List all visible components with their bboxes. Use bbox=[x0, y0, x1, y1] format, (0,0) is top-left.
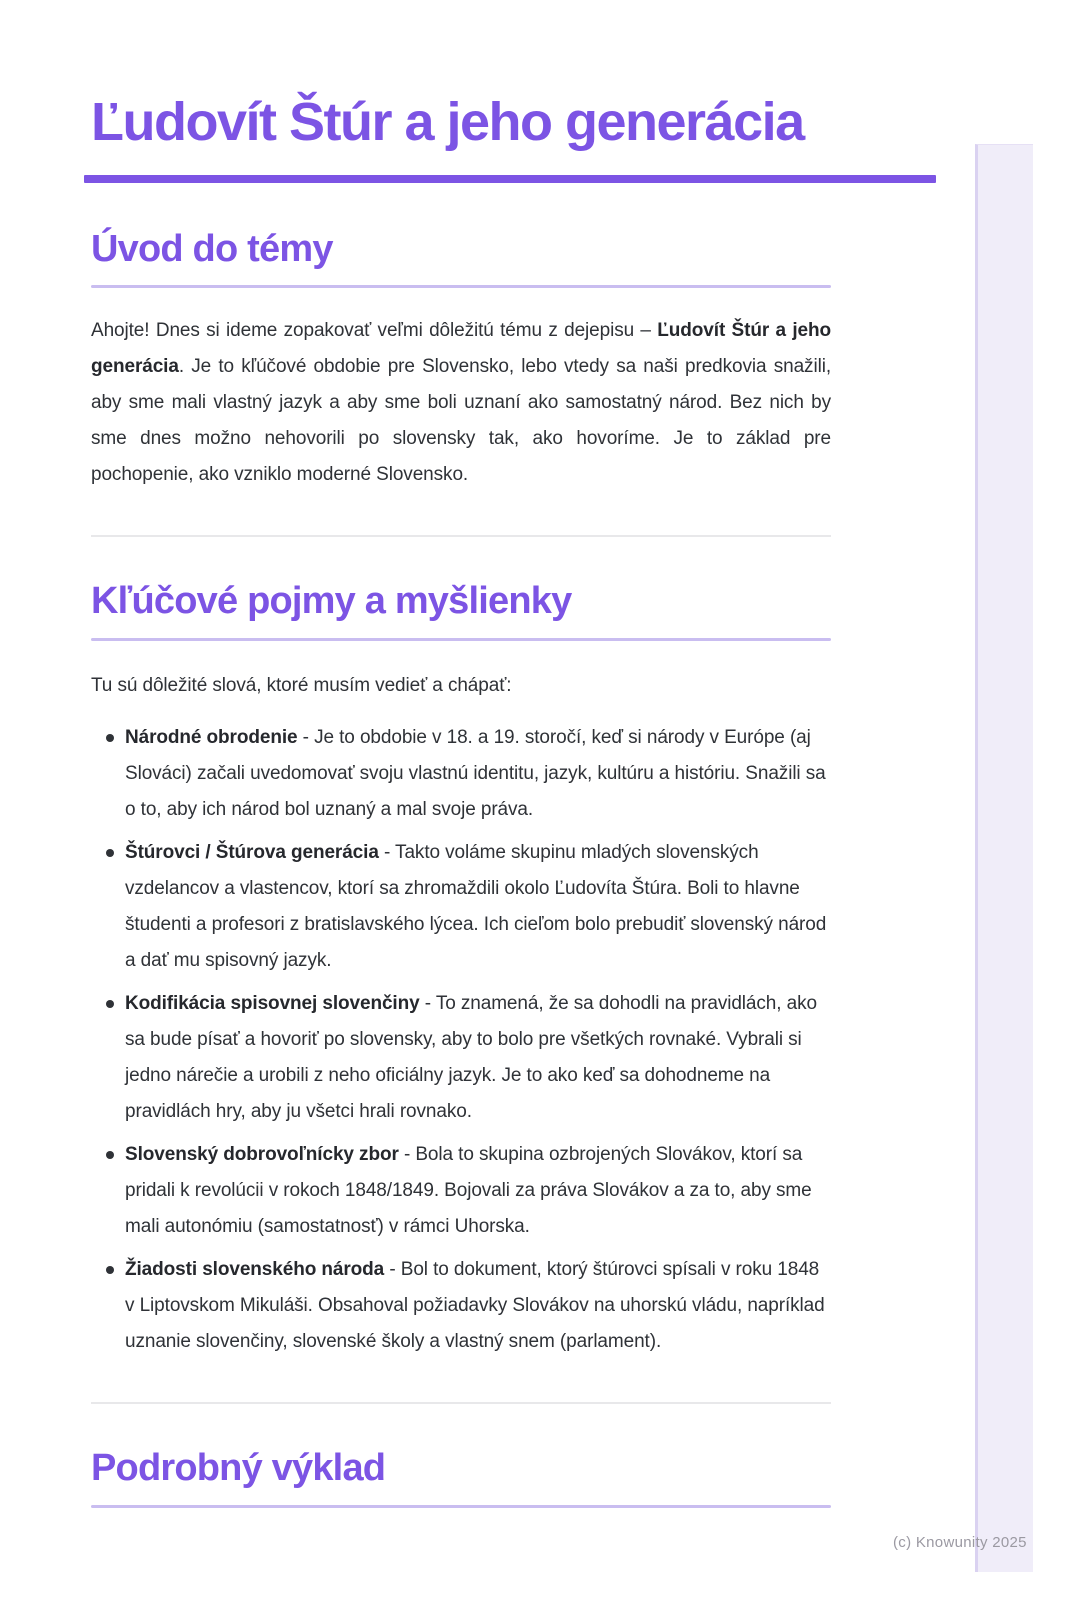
page-title: Ľudovít Štúr a jeho generácia bbox=[91, 92, 804, 152]
term-desc: - To znamená, že sa dohodli na pravidlách, ako sa bude písať a hovoriť po slovensky, aby to bolo pre všetkých rovnaké. Vybrali si jedno nárečie a urobili z neho oficiálny jazyk. Je to ako keď sa dohodneme na pravidlách hry, aby ju všetci hrali rovnako. bbox=[125, 993, 817, 1123]
term-list bbox=[91, 720, 831, 1360]
term-name: Slovenský dobrovoľnícky zbor bbox=[125, 1144, 399, 1166]
term-name: Kodifikácia spisovnej slovenčiny bbox=[125, 993, 420, 1015]
document-body bbox=[0, 94, 831, 1508]
term-item bbox=[91, 986, 831, 1130]
term-name: Štúrovci / Štúrova generácia bbox=[125, 842, 379, 864]
term-item bbox=[91, 835, 831, 979]
intro-heading-rule bbox=[91, 285, 831, 288]
intro-text-before: Ahojte! Dnes si ideme zopakovať veľmi dôležitú tému z dejepisu – bbox=[91, 320, 658, 342]
term-name: Národné obrodenie bbox=[125, 727, 298, 749]
section-divider bbox=[91, 1402, 831, 1404]
section-heading-detailed: Podrobný výklad bbox=[91, 1447, 386, 1490]
copyright-note: (c) Knowunity 2025 bbox=[893, 1534, 1027, 1551]
intro-text-after: . Je to kľúčové obdobie pre Slovensko, lebo vtedy sa naši predkovia snažili, aby sme mali vlastný jazyk a aby sme boli uznaní ako samostatný národ. Bez nich by sme dnes možno nehovorili po slovensky tak, ako hovoríme. Je to základ pre pochopenie, ako vzniklo moderné Slovensko. bbox=[91, 356, 831, 486]
term-desc: - Je to obdobie v 18. a 19. storočí, keď si národy v Európe (aj Slováci) začali uvedomovať svoju vlastnú identitu, jazyk, kultúru a históriu. Snažili sa o to, aby ich národ bol uznaný a mal svoje práva. bbox=[125, 727, 826, 821]
key-terms-lead: Tu sú dôležité slová, ktoré musím vedieť a chápať: bbox=[91, 675, 512, 697]
intro-text-bold: Ľudovít Štúr a jeho generácia bbox=[91, 320, 831, 378]
intro-paragraph bbox=[91, 313, 831, 493]
page-edge-stripe bbox=[975, 144, 1033, 1572]
title-underline-rule bbox=[84, 175, 936, 183]
term-desc: - Takto voláme skupinu mladých slovenských vzdelancov a vlastencov, ktorí sa zhromaždili okolo Ľudovíta Štúra. Boli to hlavne študenti a profesori z bratislavského lýcea. Ich cieľom bolo prebudiť slovenský národ a dať mu spisovný jazyk. bbox=[125, 842, 827, 972]
key-terms-heading-rule bbox=[91, 638, 831, 641]
term-item bbox=[91, 1137, 831, 1245]
detailed-heading-rule bbox=[91, 1505, 831, 1508]
section-divider bbox=[91, 535, 831, 537]
term-desc: - Bol to dokument, ktorý štúrovci spísali v roku 1848 v Liptovskom Mikuláši. Obsahoval požiadavky Slovákov na uhorskú vládu, napríklad uznanie slovenčiny, slovenské školy a vlastný snem (parlament). bbox=[125, 1259, 825, 1353]
term-name: Žiadosti slovenského národa bbox=[125, 1259, 385, 1281]
term-item bbox=[91, 1252, 831, 1360]
section-heading-key-terms: Kľúčové pojmy a myšlienky bbox=[91, 580, 572, 623]
term-desc: - Bola to skupina ozbrojených Slovákov, ktorí sa pridali k revolúcii v rokoch 1848/1849. Bojovali za práva Slovákov a za to, aby sme mali autonómiu (samostatnosť) v rámci Uhorska. bbox=[125, 1144, 812, 1238]
term-item bbox=[91, 720, 831, 828]
section-heading-intro: Úvod do témy bbox=[91, 227, 333, 270]
